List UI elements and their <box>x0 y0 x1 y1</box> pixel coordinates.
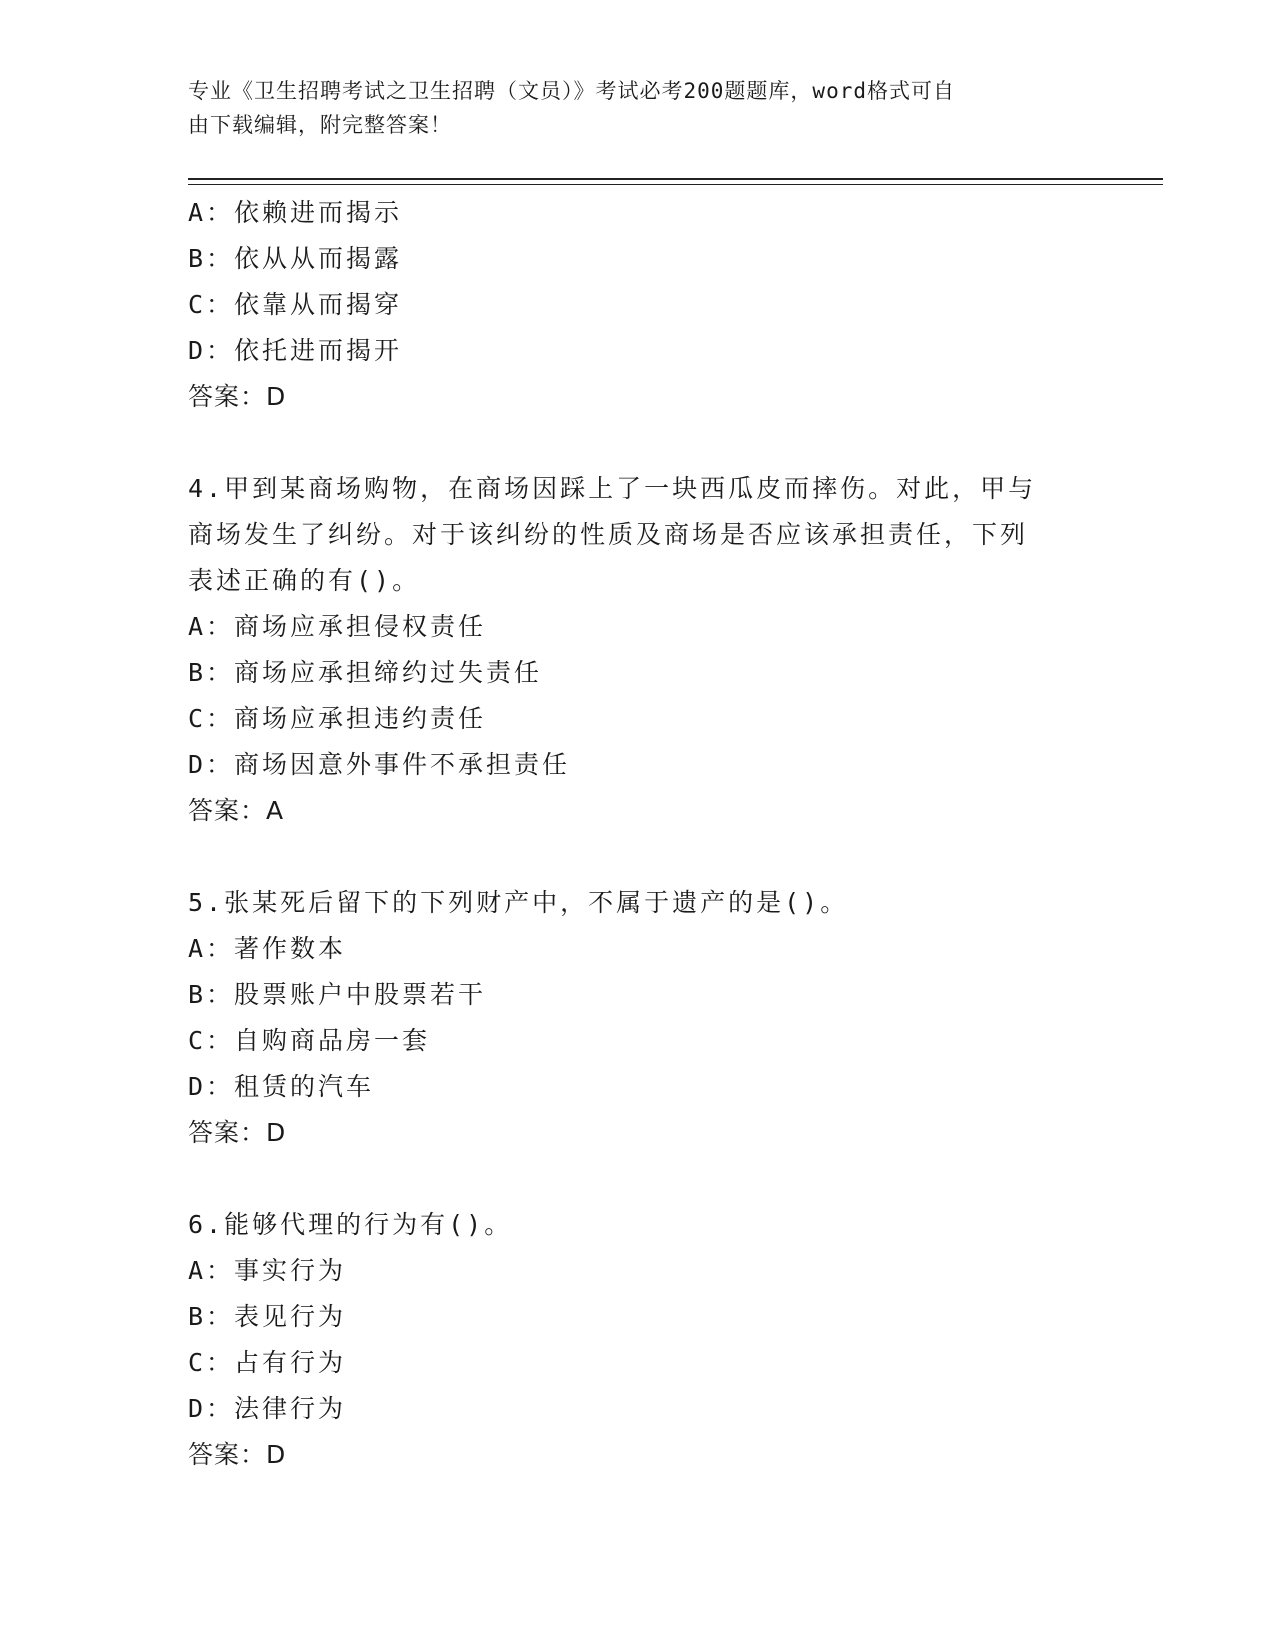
header-line-2: 由下载编辑，附完整答案！ <box>188 113 452 137</box>
header-divider-thick <box>188 178 1163 180</box>
answer-label: 答案： <box>188 1118 267 1147</box>
answer-line <box>188 374 1088 420</box>
option-d: D：商场因意外事件不承担责任 <box>188 750 571 779</box>
option-a: A：依赖进而揭示 <box>188 198 403 227</box>
option-a: A：商场应承担侵权责任 <box>188 612 487 641</box>
question-stem-line: 6.能够代理的行为有()。 <box>188 1210 513 1239</box>
option-c: C：依靠从而揭穿 <box>188 290 403 319</box>
question-4 <box>188 466 1088 834</box>
answer-value: D <box>266 1440 287 1469</box>
header-line-1: 专业《卫生招聘考试之卫生招聘（文员）》考试必考200题题库，word格式可自 <box>188 79 955 103</box>
option-c: C：商场应承担违约责任 <box>188 704 487 733</box>
answer-label: 答案： <box>188 382 267 411</box>
spacer <box>188 1156 1088 1202</box>
option-b: B：依从从而揭露 <box>188 244 403 273</box>
answer-value: D <box>266 1118 287 1147</box>
answer-line <box>188 1110 1088 1156</box>
question-3 <box>188 190 1088 420</box>
option-b: B：股票账户中股票若干 <box>188 980 487 1009</box>
answer-label: 答案： <box>188 796 267 825</box>
option-c: C：自购商品房一套 <box>188 1026 431 1055</box>
question-stem-line: 5.张某死后留下的下列财产中，不属于遗产的是()。 <box>188 888 849 917</box>
question-5 <box>188 880 1088 1156</box>
document-header <box>188 74 1068 142</box>
question-list <box>188 190 1088 1478</box>
question-stem-line: 表述正确的有()。 <box>188 566 421 595</box>
option-d: D：租赁的汽车 <box>188 1072 375 1101</box>
option-d: D：依托进而揭开 <box>188 336 403 365</box>
option-c: C：占有行为 <box>188 1348 347 1377</box>
answer-value: A <box>266 796 285 825</box>
option-b: B：商场应承担缔约过失责任 <box>188 658 543 687</box>
answer-value: D <box>266 382 287 411</box>
option-b: B：表见行为 <box>188 1302 347 1331</box>
option-a: A：事实行为 <box>188 1256 347 1285</box>
option-a: A：著作数本 <box>188 934 347 963</box>
answer-line <box>188 1432 1088 1478</box>
question-stem-line: 4.甲到某商场购物，在商场因踩上了一块西瓜皮而摔伤。对此，甲与 <box>188 474 1037 503</box>
question-6 <box>188 1202 1088 1478</box>
option-d: D：法律行为 <box>188 1394 347 1423</box>
answer-label: 答案： <box>188 1440 267 1469</box>
question-stem-line: 商场发生了纠纷。对于该纠纷的性质及商场是否应该承担责任，下列 <box>188 520 1029 549</box>
header-divider-thin <box>188 184 1163 185</box>
spacer <box>188 420 1088 466</box>
answer-line <box>188 788 1088 834</box>
spacer <box>188 834 1088 880</box>
